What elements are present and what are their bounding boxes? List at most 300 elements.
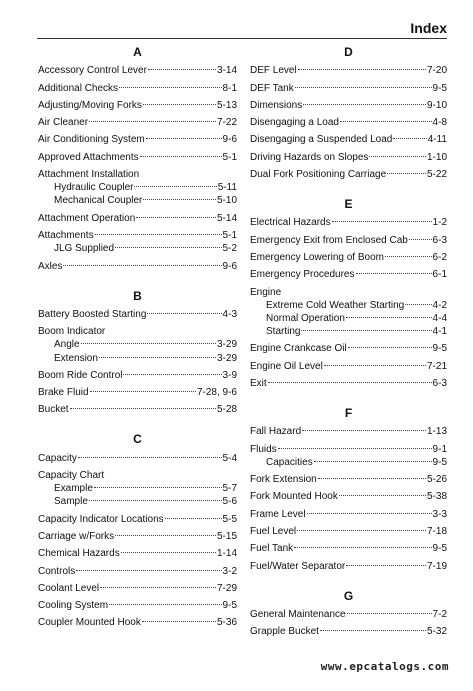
index-entry-row <box>38 452 237 465</box>
subentry-list <box>250 456 447 469</box>
dot-leader <box>146 138 222 139</box>
page-number: 9-5 <box>432 343 447 355</box>
dot-leader <box>314 461 432 462</box>
page-number: 7-2 <box>432 608 447 620</box>
entry-text: Additional Checks <box>38 82 119 94</box>
page-number: 7-29 <box>216 582 237 594</box>
dot-leader <box>332 221 432 222</box>
dot-leader <box>340 121 432 122</box>
dot-leader <box>348 347 432 348</box>
entry-text: Capacity Chart <box>38 469 105 481</box>
section-letter-d: D <box>344 45 353 59</box>
index-entry-row <box>38 403 237 416</box>
entry-text: Carriage w/Forks <box>38 530 115 542</box>
index-entry-row <box>250 268 447 281</box>
page-number: 5-6 <box>222 496 237 508</box>
index-entry <box>38 82 237 95</box>
index-entry <box>250 99 447 112</box>
entry-text: Coolant Level <box>38 582 100 594</box>
index-entry-row <box>250 151 447 164</box>
entry-text: Exit <box>250 378 267 390</box>
page-number: 5-26 <box>426 474 447 486</box>
dot-leader <box>393 138 426 139</box>
entry-text: DEF Tank <box>250 82 294 94</box>
entry-text: Bucket <box>38 404 69 416</box>
index-entry <box>38 599 237 612</box>
index-entry-row <box>38 325 237 338</box>
dot-leader <box>409 239 432 240</box>
dot-leader <box>294 547 431 548</box>
index-entry <box>38 99 237 112</box>
dot-leader <box>165 518 222 519</box>
page-number: 4-8 <box>432 117 447 129</box>
dot-leader <box>109 604 222 605</box>
index-entry-row <box>38 369 237 382</box>
index-entry <box>250 342 447 355</box>
index-entry-row <box>250 542 447 555</box>
page-number: 9-5 <box>432 82 447 94</box>
dot-leader <box>324 365 426 366</box>
entry-text: Hydraulic Coupler <box>54 182 134 194</box>
index-entry <box>38 116 237 129</box>
page-number: 5-1 <box>222 230 237 242</box>
entry-text: Engine <box>250 286 282 298</box>
index-entry <box>38 369 237 382</box>
entry-text: Fall Hazard <box>250 426 302 438</box>
page-number: 7-28, 9-6 <box>196 387 237 399</box>
dot-leader <box>318 478 426 479</box>
entry-text: Fuel Level <box>250 525 297 537</box>
index-entry <box>250 64 447 77</box>
page-number: 3-29 <box>216 352 237 364</box>
index-entry <box>250 377 447 390</box>
dot-leader <box>268 382 432 383</box>
footer-watermark: www.epcatalogs.com <box>320 660 449 673</box>
page-number: 5-2 <box>222 243 237 255</box>
index-entry-row <box>38 82 237 95</box>
index-subentry <box>54 352 237 365</box>
page-number: 5-28 <box>216 404 237 416</box>
index-entry-row <box>250 443 447 456</box>
entry-text: DEF Level <box>250 65 297 77</box>
index-entry-row <box>250 625 447 638</box>
dot-leader <box>143 199 216 200</box>
page-number: 4-11 <box>427 134 447 146</box>
dot-leader <box>123 374 221 375</box>
page-number: 3-3 <box>432 508 447 520</box>
dot-leader <box>295 87 432 88</box>
page-number: 6-3 <box>432 378 447 390</box>
dot-leader <box>90 391 196 392</box>
page-number: 1-14 <box>216 548 237 560</box>
index-entry-row <box>250 168 447 181</box>
dot-leader <box>115 535 216 536</box>
page-number: 1-2 <box>432 217 447 229</box>
index-entry <box>38 403 237 416</box>
page-number: 5-11 <box>217 182 237 194</box>
section-letter-b: B <box>133 288 142 303</box>
index-entry-row <box>38 229 237 242</box>
entry-text: Fluids <box>250 443 277 455</box>
dot-leader <box>298 69 426 70</box>
entry-text: Coupler Mounted Hook <box>38 617 141 629</box>
index-entry-row <box>250 234 447 247</box>
index-entry-row <box>250 508 447 521</box>
index-entry <box>250 443 447 469</box>
index-entry-row <box>38 168 237 181</box>
index-entry <box>38 133 237 146</box>
index-subentry <box>266 312 447 325</box>
index-entry-row <box>250 64 447 77</box>
page-number: 4-2 <box>432 299 447 311</box>
entry-text: Engine Crankcase Oil <box>250 343 347 355</box>
entry-text: Attachments <box>38 230 94 242</box>
dot-leader <box>307 513 432 514</box>
index-entry-row <box>250 360 447 373</box>
dot-leader <box>369 156 426 157</box>
index-subentry <box>266 299 447 312</box>
index-entry <box>250 360 447 373</box>
dot-leader <box>70 408 216 409</box>
index-entry-row <box>38 308 237 321</box>
page-number: 4-4 <box>432 312 447 324</box>
entry-text: Boom Ride Control <box>38 369 123 381</box>
index-entry-row <box>38 99 237 112</box>
dot-leader <box>78 457 222 458</box>
dot-leader <box>89 500 222 501</box>
section-letter-f: F <box>344 406 353 421</box>
dot-leader <box>142 621 216 622</box>
index-entry <box>38 229 237 255</box>
index-subentry <box>54 482 237 495</box>
index-entry <box>250 82 447 95</box>
page-number: 5-1 <box>222 151 237 163</box>
entry-text: Attachment Operation <box>38 212 136 224</box>
entry-text: Controls <box>38 565 76 577</box>
index-entry-row <box>250 560 447 573</box>
entry-text: Emergency Procedures <box>250 269 355 281</box>
dot-leader <box>387 173 426 174</box>
dot-leader <box>81 343 216 344</box>
entry-text: Boom Indicator <box>38 326 106 338</box>
section-gap <box>38 416 237 427</box>
index-entry-row <box>38 151 237 164</box>
entry-text: Chemical Hazards <box>38 548 120 560</box>
entry-text: Battery Boosted Starting <box>38 308 147 320</box>
index-entry <box>38 452 237 465</box>
subentry-list <box>38 338 237 364</box>
index-entry-row <box>250 377 447 390</box>
dot-leader <box>297 530 426 531</box>
page-number: 5-36 <box>216 617 237 629</box>
index-entry-row <box>250 608 447 621</box>
section-gap <box>250 573 447 584</box>
page-number: 5-7 <box>222 483 237 495</box>
page-number: 1-10 <box>426 151 447 163</box>
dot-leader <box>63 265 221 266</box>
page-number: 1-13 <box>426 426 447 438</box>
index-entry <box>38 64 237 77</box>
index-entry-row <box>250 116 447 129</box>
entry-text: Capacity Indicator Locations <box>38 513 164 525</box>
index-entry <box>38 547 237 560</box>
entry-text: Air Conditioning System <box>38 134 145 146</box>
index-entry <box>250 473 447 486</box>
index-entry <box>250 268 447 281</box>
index-entry <box>250 168 447 181</box>
section-letter-g: G <box>343 588 354 603</box>
index-entry <box>250 251 447 264</box>
index-entry-row <box>250 342 447 355</box>
index-entry-row <box>250 251 447 264</box>
page-number: 7-21 <box>426 360 447 372</box>
dot-leader <box>143 104 216 105</box>
index-entry-row <box>250 82 447 95</box>
page-number: 5-10 <box>216 195 237 207</box>
index-entry <box>38 212 237 225</box>
dot-leader <box>140 156 222 157</box>
index-entry-row <box>38 582 237 595</box>
entry-text: Angle <box>54 339 80 351</box>
dot-leader <box>94 487 222 488</box>
page-number: 6-1 <box>432 269 447 281</box>
index-subentry <box>54 194 237 207</box>
dot-leader <box>339 495 426 496</box>
index-entry <box>250 560 447 573</box>
entry-text: Grapple Bucket <box>250 626 319 638</box>
page-number: 5-5 <box>222 513 237 525</box>
index-entry <box>38 616 237 629</box>
index-entry-row <box>38 547 237 560</box>
entry-text: JLG Supplied <box>54 243 115 255</box>
index-subentry <box>266 456 447 469</box>
index-entry-row <box>250 473 447 486</box>
index-entry-row <box>38 565 237 578</box>
index-entry-row <box>250 286 447 299</box>
page-number: 9-5 <box>432 456 447 468</box>
page-number: 9-5 <box>432 543 447 555</box>
page-number: 3-9 <box>222 369 237 381</box>
page-number: 7-18 <box>426 525 447 537</box>
index-column-right <box>250 40 447 638</box>
entry-text: Emergency Exit from Enclosed Cab <box>250 234 408 246</box>
dot-leader <box>115 247 222 248</box>
entry-text: Dual Fork Positioning Carriage <box>250 169 387 181</box>
entry-text: Fork Mounted Hook <box>250 491 338 503</box>
index-entry <box>38 308 237 321</box>
index-entry <box>250 133 447 146</box>
entry-text: General Maintenance <box>250 608 346 620</box>
index-entry <box>38 168 237 207</box>
page-number: 5-32 <box>426 626 447 638</box>
subentry-list <box>250 299 447 338</box>
page-number: 5-14 <box>216 212 237 224</box>
index-entry <box>250 216 447 229</box>
index-entry <box>250 508 447 521</box>
index-entry-row <box>38 64 237 77</box>
dot-leader <box>148 69 216 70</box>
index-entry-row <box>38 116 237 129</box>
index-entry-row <box>38 133 237 146</box>
page-number: 5-38 <box>426 491 447 503</box>
dot-leader <box>136 217 216 218</box>
index-entry-row <box>250 216 447 229</box>
page-number: 7-20 <box>426 65 447 77</box>
dot-leader <box>134 186 216 187</box>
section-gap <box>250 181 447 192</box>
entry-text: Sample <box>54 496 88 508</box>
index-subentry <box>266 325 447 338</box>
index-entry-row <box>250 99 447 112</box>
entry-text: Attachment Installation <box>38 169 140 181</box>
page-number: 5-4 <box>222 452 237 464</box>
entry-text: Accessory Control Lever <box>38 65 147 77</box>
index-entry <box>250 425 447 438</box>
page-number: 8-1 <box>222 82 237 94</box>
entry-text: Air Cleaner <box>38 117 89 129</box>
index-entry <box>38 386 237 399</box>
page-number: 9-6 <box>222 260 237 272</box>
dot-leader <box>346 317 432 318</box>
page-number: 9-1 <box>432 443 447 455</box>
entry-text: Extreme Cold Weather Starting <box>266 299 405 311</box>
entry-text: Approved Attachments <box>38 151 139 163</box>
entry-text: Disengaging a Load <box>250 117 339 129</box>
page-number: 6-3 <box>432 234 447 246</box>
dot-leader <box>346 565 426 566</box>
index-entry <box>38 513 237 526</box>
entry-text: Dimensions <box>250 99 303 111</box>
subentry-list <box>38 181 237 207</box>
dot-leader <box>301 330 431 331</box>
index-entry <box>250 116 447 129</box>
index-entry <box>250 542 447 555</box>
page-number: 4-1 <box>432 326 447 338</box>
index-entry-row <box>38 469 237 482</box>
index-subentry <box>54 242 237 255</box>
entry-text: Starting <box>266 326 301 338</box>
index-entry <box>250 490 447 503</box>
dot-leader <box>302 430 426 431</box>
index-entry <box>38 260 237 273</box>
page-number: 3-2 <box>222 565 237 577</box>
dot-leader <box>76 570 221 571</box>
dot-leader <box>100 587 216 588</box>
index-entry-row <box>38 616 237 629</box>
index-entry-row <box>250 425 447 438</box>
section-gap <box>250 390 447 401</box>
index-entry <box>38 325 237 364</box>
dot-leader <box>119 87 222 88</box>
section-letter-c: C <box>133 432 142 447</box>
page-number: 5-15 <box>216 530 237 542</box>
header-rule <box>37 38 447 39</box>
index-subentry <box>54 181 237 194</box>
section-gap <box>38 273 237 284</box>
dot-leader <box>89 121 216 122</box>
section-letter-e: E <box>344 197 353 212</box>
index-entry-row <box>250 133 447 146</box>
index-entry <box>38 565 237 578</box>
entry-text: Capacity <box>38 452 77 464</box>
entry-text: Mechanical Coupler <box>54 195 143 207</box>
dot-leader <box>347 613 432 614</box>
dot-leader <box>99 357 216 358</box>
index-entry <box>38 151 237 164</box>
dot-leader <box>303 104 426 105</box>
page-number: 9-5 <box>222 600 237 612</box>
entry-text: Fork Extension <box>250 474 317 486</box>
entry-text: Example <box>54 483 93 495</box>
index-entry <box>250 625 447 638</box>
page-number: 7-22 <box>216 117 237 129</box>
index-entry-row <box>38 386 237 399</box>
index-entry-row <box>250 490 447 503</box>
index-entry <box>250 525 447 538</box>
entry-text: Extension <box>54 352 98 364</box>
index-entry <box>38 582 237 595</box>
dot-leader <box>320 630 426 631</box>
dot-leader <box>356 273 432 274</box>
page-number: 9-6 <box>222 134 237 146</box>
entry-text: Frame Level <box>250 508 306 520</box>
index-subentry <box>54 338 237 351</box>
dot-leader <box>385 256 432 257</box>
index-entry-row <box>38 530 237 543</box>
dot-leader <box>278 448 432 449</box>
page-number: 4-3 <box>222 308 237 320</box>
page-number: 7-19 <box>426 560 447 572</box>
entry-text: Cooling System <box>38 600 109 612</box>
index-entry-row <box>38 212 237 225</box>
entry-text: Axles <box>38 260 63 272</box>
subentry-list <box>38 242 237 255</box>
page-number: 3-14 <box>216 65 237 77</box>
entry-text: Capacities <box>266 456 313 468</box>
index-entry <box>250 608 447 621</box>
entry-text: Fuel/Water Separator <box>250 560 346 572</box>
entry-text: Emergency Lowering of Boom <box>250 251 384 263</box>
index-entry-row <box>38 599 237 612</box>
entry-text: Fuel Tank <box>250 543 294 555</box>
index-entry-row <box>38 260 237 273</box>
entry-text: Adjusting/Moving Forks <box>38 99 142 111</box>
page-title: Index <box>410 20 447 36</box>
index-entry <box>38 530 237 543</box>
index-entry <box>250 286 447 339</box>
page-number: 9-10 <box>426 99 447 111</box>
index-entry <box>250 151 447 164</box>
entry-text: Brake Fluid <box>38 387 89 399</box>
index-subentry <box>54 495 237 508</box>
entry-text: Electrical Hazards <box>250 217 331 229</box>
entry-text: Driving Hazards on Slopes <box>250 151 369 163</box>
page-number: 5-22 <box>426 169 447 181</box>
page-number: 6-2 <box>432 251 447 263</box>
dot-leader <box>405 304 431 305</box>
index-entry <box>250 234 447 247</box>
dot-leader <box>95 234 222 235</box>
section-letter-a: A <box>133 45 142 59</box>
index-entry <box>38 469 237 508</box>
subentry-list <box>38 482 237 508</box>
index-entry-row <box>38 513 237 526</box>
entry-text: Engine Oil Level <box>250 360 323 372</box>
dot-leader <box>147 313 221 314</box>
entry-text: Normal Operation <box>266 312 345 324</box>
index-entry-row <box>250 525 447 538</box>
page-number: 5-13 <box>216 99 237 111</box>
